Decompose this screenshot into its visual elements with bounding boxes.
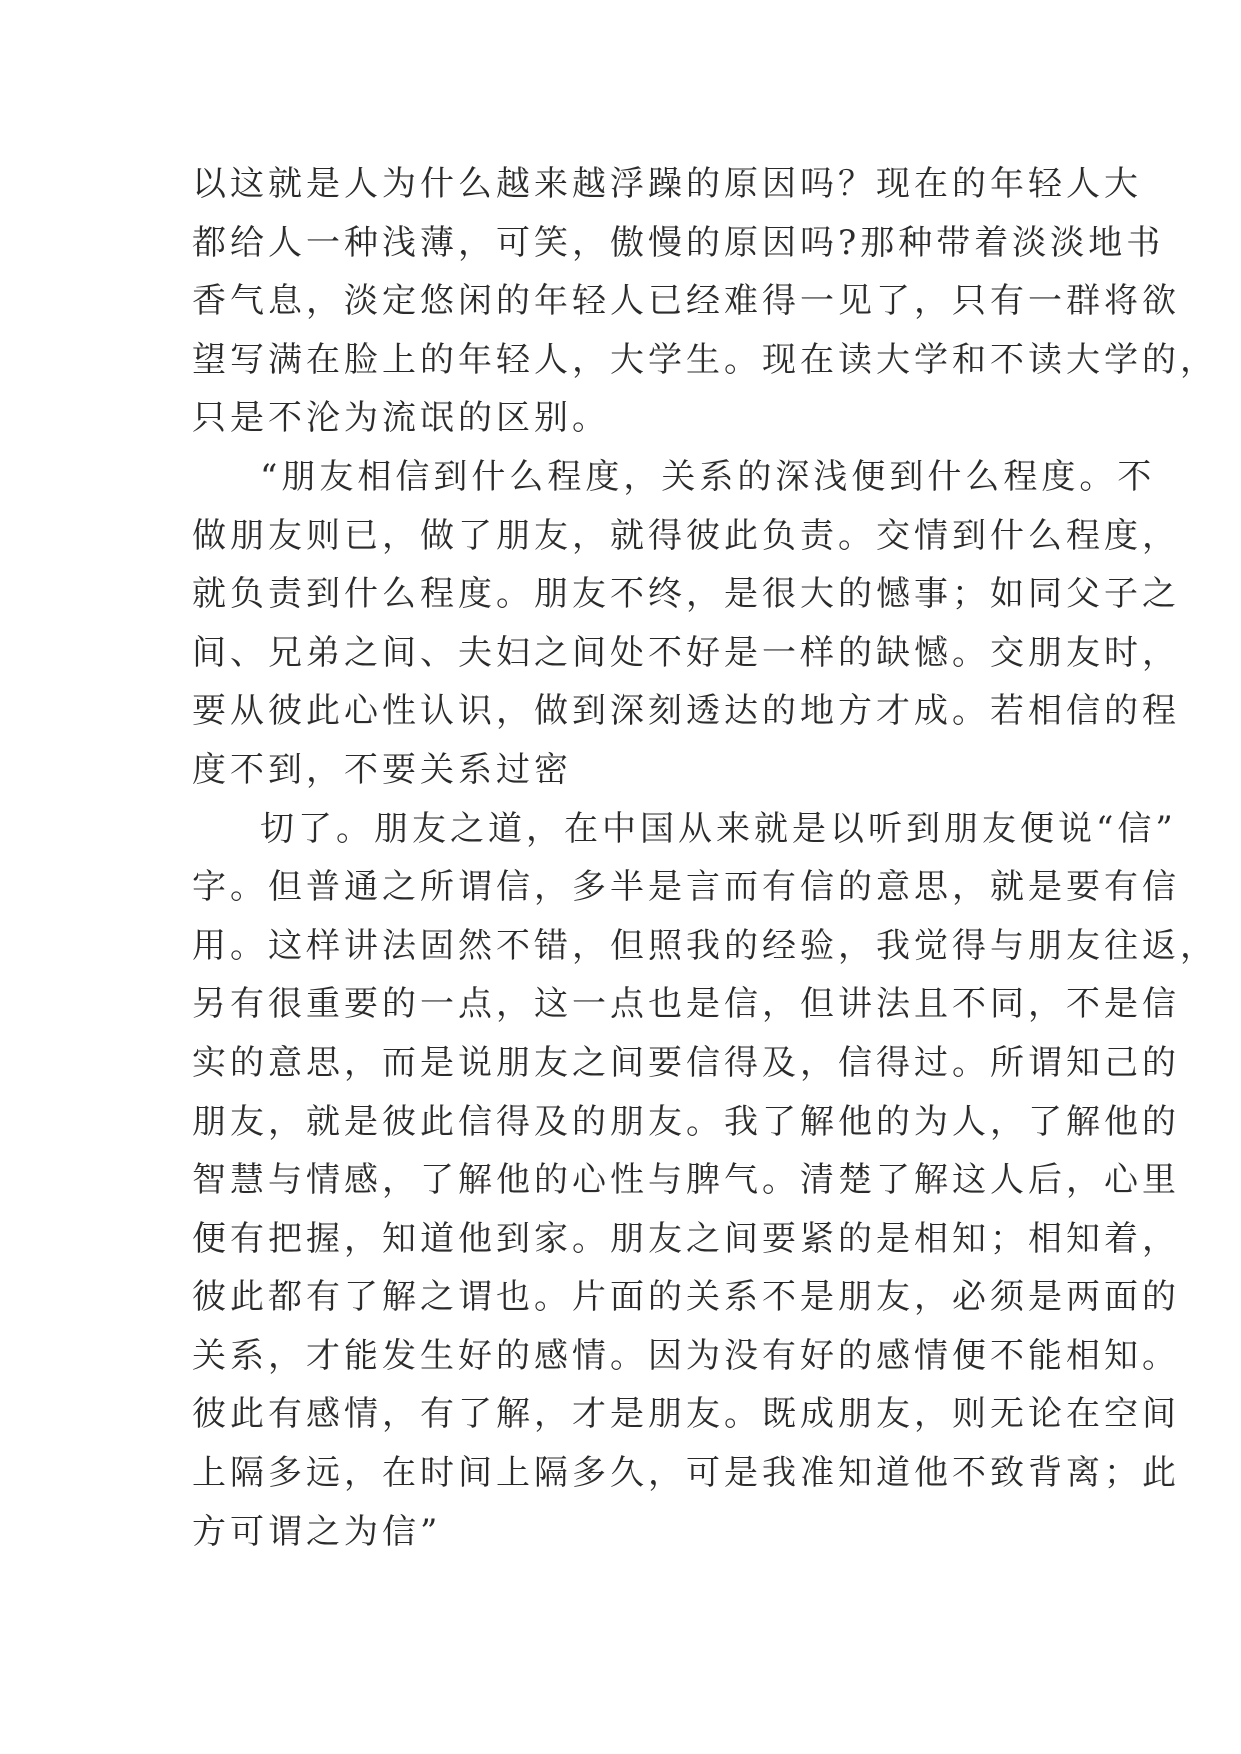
body-text	[192, 155, 1218, 1561]
text-line: 另有很重要的一点，这一点也是信，但讲法且不同，不是信	[192, 984, 1180, 1025]
text-line: 要从彼此心性认识，做到深刻透达的地方才成。若相信的程	[192, 691, 1180, 732]
text-line: 以这就是人为什么越来越浮躁的原因吗？现在的年轻人大	[192, 164, 1142, 204]
text-line: 度不到，不要关系过密	[192, 749, 572, 790]
text-line: 做朋友则已，做了朋友，就得彼此负责。交情到什么程度，	[192, 515, 1180, 556]
text-line: 都给人一种浅薄，可笑，傲慢的原因吗?那种带着淡淡地书	[192, 222, 1165, 263]
text-line: 方可谓之为信”	[192, 1511, 442, 1552]
text-line: 只是不沦为流氓的区别。	[192, 398, 610, 439]
text-line: 彼此都有了解之谓也。片面的关系不是朋友，必须是两面的	[192, 1277, 1180, 1318]
text-line: 关系，才能发生好的感情。因为没有好的感情便不能相知。	[192, 1335, 1180, 1376]
text-line: 上隔多远，在时间上隔多久，可是我准知道他不致背离；此	[192, 1453, 1180, 1494]
text-line: 智慧与情感，了解他的心性与脾气。清楚了解这人后，心里	[192, 1160, 1180, 1201]
text-line: 切了。朋友之道，在中国从来就是以听到朋友便说“信”	[260, 808, 1177, 849]
text-line: 望写满在脸上的年轻人，大学生。现在读大学和不读大学的，	[192, 339, 1218, 380]
text-line: 彼此有感情，有了解，才是朋友。既成朋友，则无论在空间	[192, 1394, 1180, 1435]
text-line: 用。这样讲法固然不错，但照我的经验，我觉得与朋友往返，	[192, 925, 1218, 966]
text-line: 字。但普通之所谓信，多半是言而有信的意思，就是要有信	[192, 867, 1180, 908]
text-line: 朋友，就是彼此信得及的朋友。我了解他的为人，了解他的	[192, 1101, 1180, 1142]
text-line: 香气息，淡定悠闲的年轻人已经难得一见了，只有一群将欲	[192, 281, 1180, 322]
text-line: 就负责到什么程度。朋友不终，是很大的憾事；如同父子之	[192, 574, 1180, 615]
text-line: 实的意思，而是说朋友之间要信得及，信得过。所谓知己的	[192, 1042, 1180, 1083]
text-line: 间、兄弟之间、夫妇之间处不好是一样的缺憾。交朋友时，	[192, 632, 1180, 673]
text-line: “朋友相信到什么程度，关系的深浅便到什么程度。不	[260, 456, 1156, 497]
text-line: 便有把握，知道他到家。朋友之间要紧的是相知；相知着，	[192, 1218, 1180, 1259]
